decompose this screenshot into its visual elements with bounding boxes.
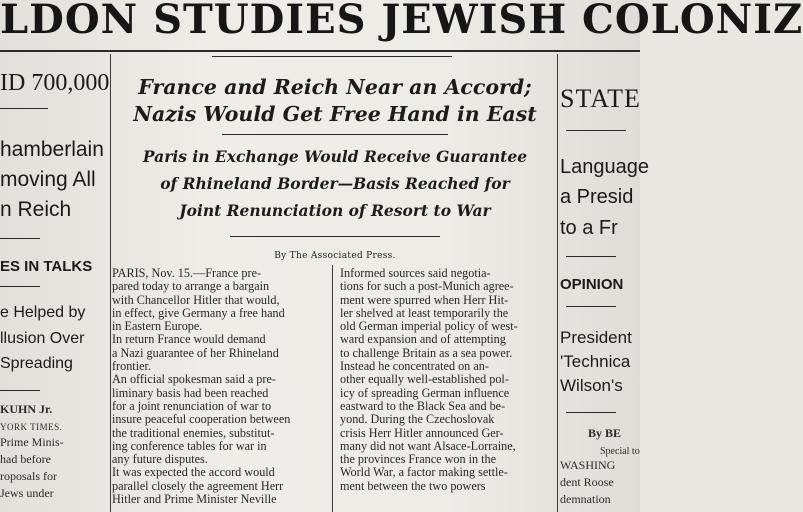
left-headline-line: moving All xyxy=(0,168,96,191)
article-line: In return France would demand xyxy=(112,332,266,347)
left-column xyxy=(0,60,110,512)
right-subhead: OPINION xyxy=(560,276,624,293)
deck-rule xyxy=(230,236,440,237)
article-line: pared today to arrange a bargain xyxy=(112,279,270,294)
left-headline-line: hamberlain xyxy=(0,138,104,161)
article-line: insure peaceful cooperation between xyxy=(112,412,291,427)
left-body-line: Jews under xyxy=(0,486,54,500)
article-line: for a joint renunciation of war to xyxy=(112,398,272,413)
right-headline-line: to a Fr xyxy=(560,217,618,239)
right-headline-line: Wilson's xyxy=(560,376,623,395)
deck-line-1: Paris in Exchange Would Receive Guarantee xyxy=(142,147,528,166)
article-line: a Nazi guarantee of her Rhineland xyxy=(112,345,279,360)
left-headline-line: llusion Over xyxy=(0,330,85,347)
article-line: old German imperial policy of west- xyxy=(340,319,518,334)
article-line: ler shelved at least temporarily the xyxy=(340,305,509,320)
article-line: Informed sources said negotia- xyxy=(340,266,491,280)
main-headline-line-2: Nazis Would Get Free Hand in East xyxy=(133,102,537,126)
left-body-line: had before xyxy=(0,452,51,466)
article-line: It was expected the accord would xyxy=(112,465,275,480)
body-column-1 xyxy=(112,267,328,506)
article-line: in Eastern Europe. xyxy=(112,319,203,334)
center-column xyxy=(112,60,558,512)
article-line: ment were spurred when Herr Hit- xyxy=(340,292,509,307)
left-byline: KUHN Jr. xyxy=(0,402,53,416)
article-line: to challenge Britain as a sea power. xyxy=(340,345,513,360)
article-line: ward expansion and of attempting xyxy=(340,332,506,347)
right-byline: By BE xyxy=(588,426,622,440)
article-line: in effect, give Germany a free hand xyxy=(112,305,285,320)
deck-line-3: Joint Renunciation of Resort to War xyxy=(179,201,491,220)
left-body-line: Prime Minis- xyxy=(0,435,64,449)
right-rule-1 xyxy=(566,130,626,131)
column-rule-left xyxy=(110,54,111,512)
right-headline-line: a Presid xyxy=(560,186,634,208)
left-rule-1 xyxy=(0,108,48,109)
left-place: YORK TIMES. xyxy=(0,422,63,432)
article-line: ment between the two powers xyxy=(340,478,486,493)
article-line: tions for such a post-Munich agree- xyxy=(340,279,514,294)
article-line: ing conference tables for war in xyxy=(112,438,267,453)
article-line: Instead he concentrated on an- xyxy=(340,359,489,374)
left-headline-top: ID 700,000 xyxy=(0,70,110,96)
article-line: World War, a factor making settle- xyxy=(340,465,508,480)
article-line: An official spokesman said a pre- xyxy=(112,372,276,387)
article-line: PARIS, Nov. 15.—France pre- xyxy=(112,266,262,280)
left-headline-line: n Reich xyxy=(0,198,72,221)
right-headline-line: President xyxy=(560,328,632,347)
left-rule-3 xyxy=(0,286,40,287)
right-body-line: demnation xyxy=(560,492,611,506)
banner-rule xyxy=(0,50,640,52)
left-headline-line: Spreading xyxy=(0,355,73,372)
article-line: frontier. xyxy=(112,359,151,374)
article-line: yond. During the Czechoslovak xyxy=(340,412,495,427)
article-line: the traditional enemies, substitut- xyxy=(112,425,275,440)
deck-line-2: of Rhineland Border—Basis Reached for xyxy=(160,174,510,193)
byline: By The Associated Press. xyxy=(274,251,396,261)
main-headline-line-1: France and Reich Near an Accord; xyxy=(138,75,532,99)
banner-headline: LDON STUDIES JEWISH COLONIZ xyxy=(0,0,803,43)
left-subhead: ES IN TALKS xyxy=(0,258,93,275)
left-body-line: roposals for xyxy=(0,469,57,483)
right-headline-top: STATE xyxy=(560,84,641,113)
right-headline-line: 'Technica xyxy=(560,352,631,371)
right-body-line: WASHING xyxy=(560,458,616,472)
article-line: liminary basis had been reached xyxy=(112,385,269,400)
right-rule-3 xyxy=(566,306,616,307)
article-line: many did not want Alsace-Lorraine, xyxy=(340,438,516,453)
left-headline-line: e Helped by xyxy=(0,304,86,321)
right-body-line: Special to xyxy=(600,446,640,457)
right-body-line: dent Roose xyxy=(560,475,614,489)
left-rule-4 xyxy=(0,390,40,391)
body-column-rule xyxy=(332,265,333,512)
headline-rule xyxy=(222,134,448,135)
top-center-rule xyxy=(212,56,452,57)
article-line: any future disputes. xyxy=(112,452,208,467)
article-line: Hitler and Prime Minister Neville xyxy=(112,492,277,507)
article-line: the provinces France won in the xyxy=(340,452,497,467)
left-rule-2 xyxy=(0,238,40,239)
article-line: eastward to the Black Sea and be- xyxy=(340,398,506,413)
article-line: crisis Herr Hitler announced Ger- xyxy=(340,425,504,440)
article-line: with Chancellor Hitler that would, xyxy=(112,292,280,307)
article-line: parallel closely the agreement Herr xyxy=(112,478,284,493)
article-line: other equally well-established pol- xyxy=(340,372,509,387)
article-line: icy of spreading German influence xyxy=(340,385,510,400)
right-rule-4 xyxy=(566,412,616,413)
body-column-2 xyxy=(340,267,556,493)
right-column xyxy=(560,60,649,512)
right-headline-line: Language xyxy=(560,156,649,178)
right-rule-2 xyxy=(566,256,616,257)
